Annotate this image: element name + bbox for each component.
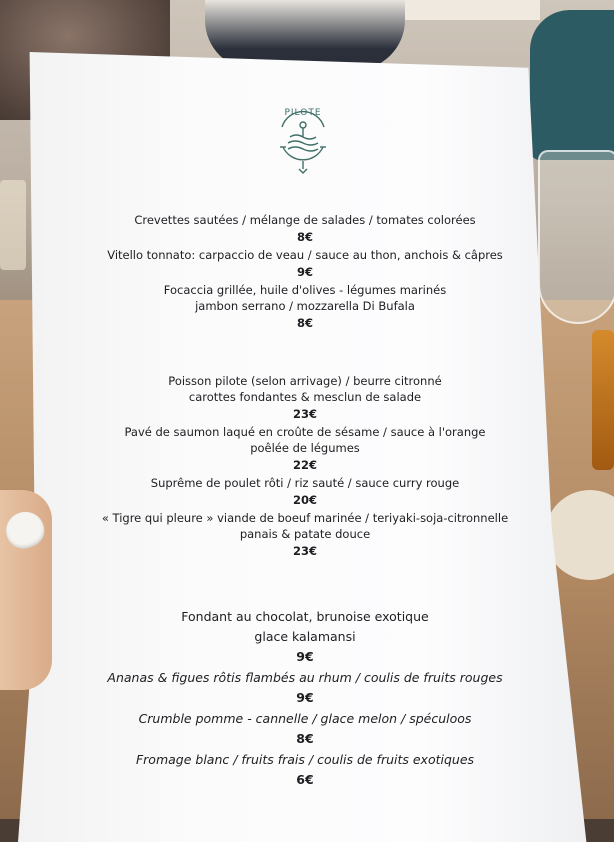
menu-item	[60, 212, 550, 245]
menu-content	[60, 212, 550, 791]
dish-price: 6€	[296, 772, 314, 787]
dish-description: « Tigre qui pleure » viande de boeuf marinée / teriyaki-soja-citronnelle	[101, 511, 509, 525]
dish-description: poêlée de légumes	[250, 441, 360, 455]
dish-description: Poisson pilote (selon arrivage) / beurre citronné	[168, 374, 442, 388]
dish-description: Fromage blanc / fruits frais / coulis de fruits exotiques	[135, 752, 475, 767]
menu-item	[60, 709, 550, 748]
dish-price: 9€	[296, 690, 314, 705]
section-desserts	[60, 607, 550, 789]
dish-price: 9€	[296, 265, 313, 279]
menu-item	[60, 247, 550, 280]
menu-item	[60, 475, 550, 508]
section-mains	[60, 373, 550, 559]
dish-description: Vitello tonnato: carpaccio de veau / sauce au thon, anchois & câpres	[107, 248, 503, 262]
dish-description: Crevettes sautées / mélange de salades / tomates colorées	[134, 213, 476, 227]
dish-price: 23€	[292, 407, 317, 421]
menu-item	[60, 424, 550, 473]
dish-description: panais & patate douce	[239, 527, 371, 541]
dish-price: 8€	[296, 316, 313, 330]
menu-item	[60, 750, 550, 789]
dish-price: 8€	[296, 230, 313, 244]
dish-price: 9€	[296, 649, 314, 664]
svg-text:PILOTE: PILOTE	[284, 108, 322, 118]
glass-left	[0, 180, 26, 270]
dish-price: 23€	[292, 544, 317, 558]
pilote-logo-icon	[276, 103, 330, 177]
menu-item	[60, 282, 550, 331]
dish-description: Suprême de poulet rôti / riz sauté / sauce curry rouge	[150, 476, 460, 490]
dish-description: Fondant au chocolat, brunoise exotique	[181, 609, 429, 624]
menu-item	[60, 668, 550, 707]
candle-holder	[592, 330, 614, 470]
background-diner-right	[530, 10, 614, 160]
dish-description: Focaccia grillée, huile d'olives - légumes marinés	[163, 283, 447, 297]
dish-description: Crumble pomme - cannelle / glace melon / spéculoos	[138, 711, 472, 726]
dish-price: 8€	[296, 731, 314, 746]
dish-description: Ananas & figues rôtis flambés au rhum / coulis de fruits rouges	[107, 670, 503, 685]
section-starters	[60, 212, 550, 331]
dish-description: carottes fondantes & mesclun de salade	[188, 390, 422, 404]
menu-item	[60, 607, 550, 666]
dish-price: 20€	[292, 493, 317, 507]
menu-item	[60, 373, 550, 422]
dish-description: Pavé de saumon laqué en croûte de sésame / sauce à l'orange	[124, 425, 486, 439]
dish-price: 22€	[292, 458, 317, 472]
dish-description: glace kalamansi	[254, 629, 356, 644]
dish-description: jambon serrano / mozzarella Di Bufala	[195, 299, 415, 313]
menu-item	[60, 510, 550, 559]
